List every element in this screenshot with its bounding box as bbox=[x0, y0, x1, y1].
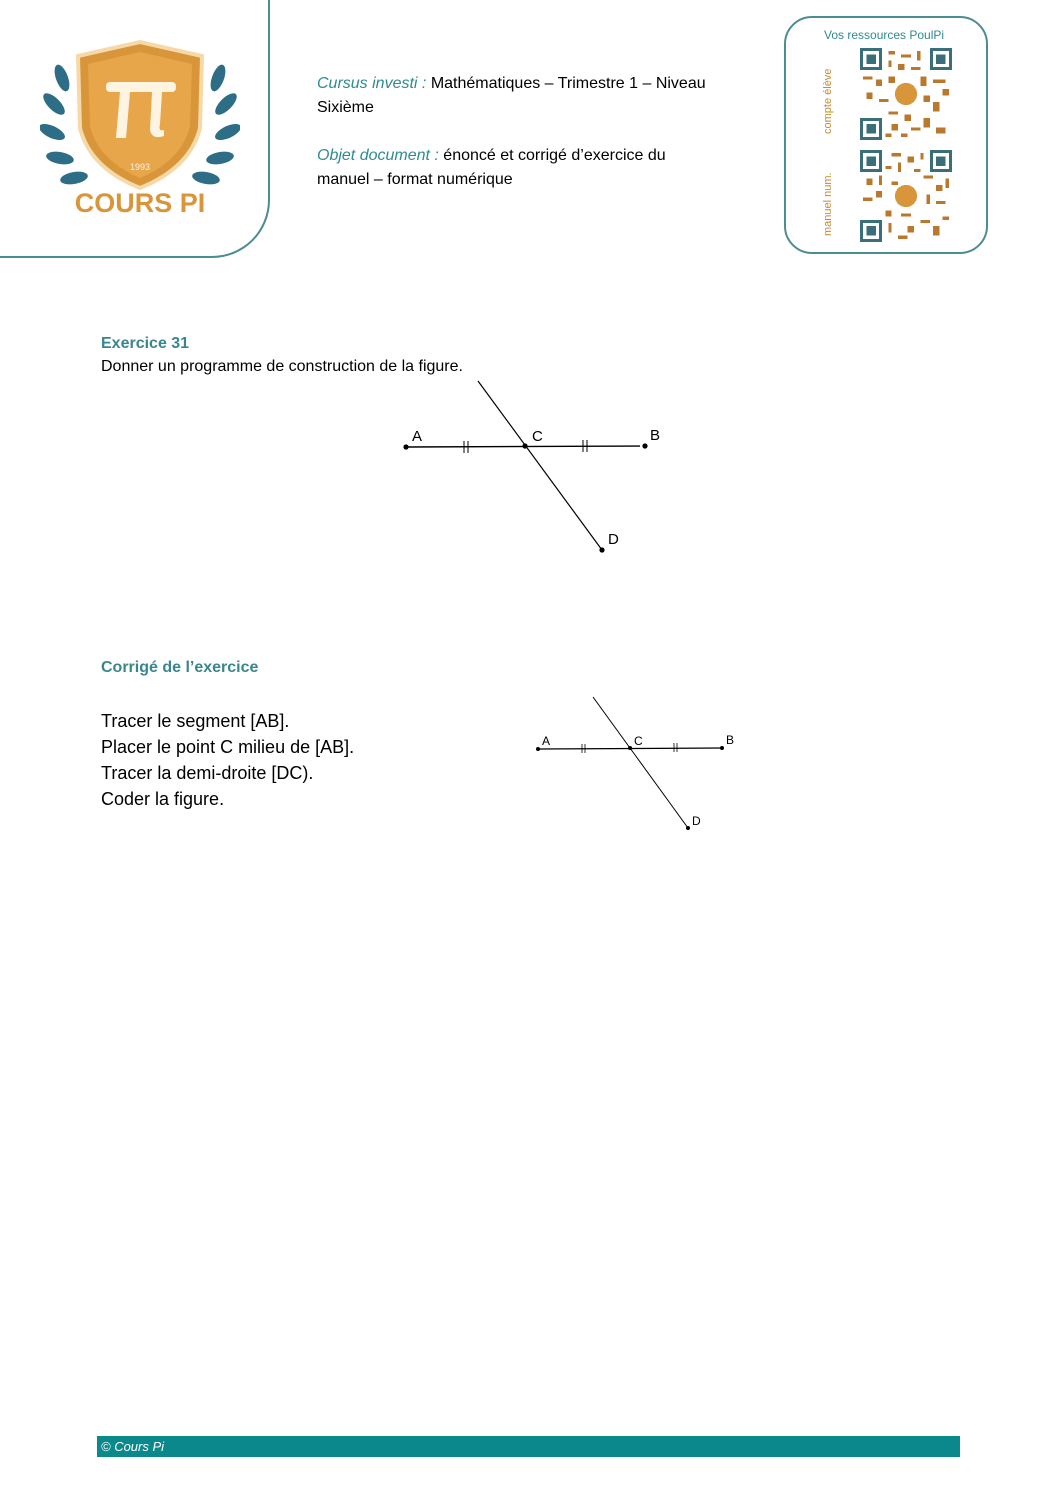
exercise-instruction: Donner un programme de construction de la figure. bbox=[101, 358, 463, 375]
qr-code-icon[interactable] bbox=[860, 150, 952, 242]
correction-steps bbox=[101, 708, 354, 812]
equal-mark bbox=[674, 743, 677, 752]
logo-year: 1993 bbox=[129, 162, 151, 172]
label-a: A bbox=[412, 428, 423, 445]
cursus-label: Cursus investi : bbox=[317, 75, 427, 92]
correction-step: Tracer la demi-droite [DC). bbox=[101, 763, 314, 783]
resources-label-compte: compte élève bbox=[822, 68, 834, 134]
label-c: C bbox=[634, 734, 643, 748]
logo-brand-text: COURS PI bbox=[74, 188, 206, 218]
resources-label-manuel: manuel num. bbox=[822, 172, 834, 236]
cursus-info bbox=[317, 72, 717, 120]
label-c: C bbox=[532, 428, 543, 445]
half-line-dc bbox=[593, 697, 688, 828]
exercise-figure bbox=[390, 378, 640, 563]
cours-pi-logo bbox=[40, 38, 240, 218]
label-d: D bbox=[692, 814, 701, 828]
point-a bbox=[536, 747, 540, 751]
objet-label: Objet document : bbox=[317, 147, 439, 164]
label-b: B bbox=[726, 733, 735, 747]
point-a bbox=[403, 444, 408, 449]
point-c bbox=[628, 746, 632, 750]
correction-figure bbox=[530, 692, 740, 834]
point-d bbox=[686, 826, 690, 830]
objet-value: énoncé et corrigé d’exercice du manuel – format numérique bbox=[317, 147, 666, 188]
resources-title: Vos ressources PoulPi bbox=[824, 28, 945, 42]
exercise-title: Exercice 31 bbox=[101, 335, 190, 352]
footer-copyright: © Cours Pi bbox=[101, 1439, 165, 1454]
correction-step: Coder la figure. bbox=[101, 789, 225, 809]
footer-bar bbox=[97, 1436, 960, 1457]
qr-code-icon[interactable] bbox=[860, 48, 952, 140]
point-c bbox=[522, 443, 527, 448]
point-b bbox=[720, 746, 724, 750]
half-line-dc bbox=[478, 381, 602, 550]
resources-box bbox=[784, 16, 988, 254]
correction-step: Placer le point C milieu de [AB]. bbox=[101, 737, 355, 757]
label-b: B bbox=[650, 427, 661, 444]
point-d bbox=[599, 547, 604, 552]
label-d: D bbox=[608, 531, 619, 548]
cursus-value: Mathématiques – Trimestre 1 – Niveau Sixième bbox=[317, 75, 706, 116]
label-a: A bbox=[542, 734, 551, 748]
point-b bbox=[642, 443, 647, 448]
correction-title: Corrigé de l’exercice bbox=[101, 659, 259, 676]
correction-step: Tracer le segment [AB]. bbox=[101, 711, 290, 731]
exercise-figure-b bbox=[640, 420, 670, 460]
objet-info bbox=[317, 144, 717, 192]
